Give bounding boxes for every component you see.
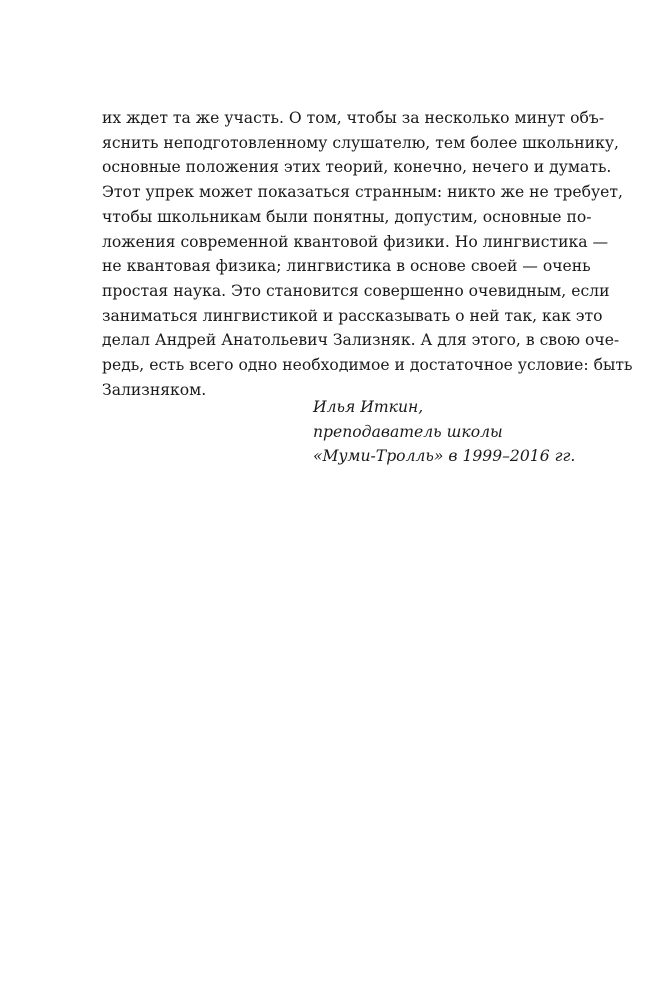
paragraph-line: ложения современной квантовой физики. Но лингвистика — <box>102 232 609 251</box>
paragraph-line: простая наука. Это становится совершенно очевидным, если <box>102 281 610 300</box>
signature-name: Илья Иткин, <box>313 398 424 416</box>
paragraph-line: Этот упрек может показаться странным: никто же не требует, <box>102 183 623 202</box>
signature-role: преподаватель школы <box>313 422 503 441</box>
paragraph-line: основные положения этих теорий, конечно, нечего и думать. <box>102 158 612 177</box>
body-paragraph <box>102 106 633 402</box>
paragraph-line: Зализняком. <box>102 380 207 399</box>
paragraph-line: делал Андрей Анатольевич Зализняк. А для этого, в свою оче- <box>102 331 620 350</box>
paragraph-line: не квантовая физика; лингвистика в основе своей — очень <box>102 257 591 276</box>
paragraph-line: чтобы школьникам были понятны, допустим, основные по- <box>102 207 592 226</box>
paragraph-line: яснить неподготовленному слушателю, тем более школьнику, <box>102 133 619 152</box>
paragraph-line: заниматься лингвистикой и рассказывать о ней так, как это <box>102 306 603 325</box>
author-signature <box>313 395 575 469</box>
signature-affiliation: «Муми-Тролль» в 1999–2016 гг. <box>313 447 576 466</box>
paragraph-line: редь, есть всего одно необходимое и достаточное условие: быть <box>102 356 633 375</box>
paragraph-line: их ждет та же участь. О том, чтобы за несколько минут объ- <box>102 109 605 127</box>
